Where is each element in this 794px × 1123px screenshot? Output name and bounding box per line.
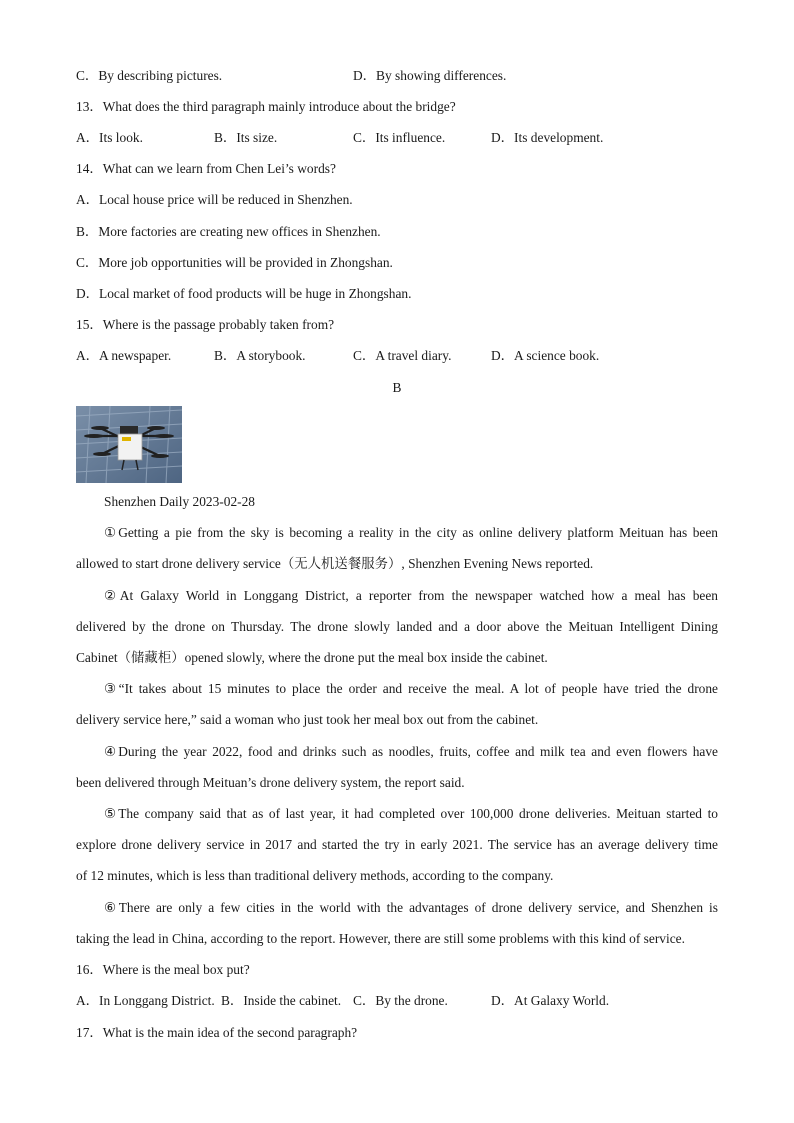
paragraph-5-line-1: ⑤The company said that as of last year, it had completed over 100,000 drone deliveries. Meituan started to: [104, 806, 718, 821]
q15-option-d: D．A science book.: [491, 348, 600, 363]
paragraph-1-line-1: ①Getting a pie from the sky is becoming a reality in the city as online delivery platform Meituan has been: [104, 525, 718, 540]
paragraph-6-line-1: ⑥There are only a few cities in the world with the advantages of drone delivery service, and Shenzhen is: [104, 900, 718, 915]
paragraph-1: [76, 517, 718, 579]
q12-option-c: C．By describing pictures.: [76, 68, 223, 83]
section-b-label: B: [392, 380, 402, 395]
paragraph-4-line-2: been delivered through Meituan’s drone delivery system, the report said.: [76, 775, 465, 790]
q16-question: 16．Where is the meal box put?: [76, 962, 250, 977]
paragraph-2: [76, 580, 718, 673]
paragraph-6: [76, 892, 718, 954]
q14-option-a: A．Local house price will be reduced in Shenzhen.: [76, 192, 353, 207]
paragraph-3-line-1: ③“It takes about 15 minutes to place the order and receive the meal. A lot of people have tried the drone: [104, 681, 718, 696]
paragraph-3: [76, 673, 718, 735]
q14-option-c: C．More job opportunities will be provided in Zhongshan.: [76, 255, 393, 270]
q15-option-c: C．A travel diary.: [353, 348, 452, 363]
q15-option-a: A．A newspaper.: [76, 348, 172, 363]
q13-option-c: C．Its influence.: [353, 130, 446, 145]
q14-question: 14．What can we learn from Chen Lei’s words?: [76, 161, 336, 176]
paragraph-5-line-3: of 12 minutes, which is less than traditional delivery methods, according to the company.: [76, 868, 554, 883]
q16-option-c: C．By the drone.: [353, 993, 448, 1008]
paragraph-5-line-2: explore drone delivery service in 2017 and started the try in early 2021. The service has an average delivery time: [76, 837, 718, 852]
drone-delivery-icon: [76, 406, 182, 483]
paragraph-4-line-1: ④During the year 2022, food and drinks such as noodles, fruits, coffee and milk tea and even flowers have: [104, 744, 718, 759]
paragraph-1-line-2: allowed to start drone delivery service（无人机送餐服务）, Shenzhen Evening News reported.: [76, 556, 594, 571]
paragraph-2-line-3: Cabinet（储藏柜）opened slowly, where the drone put the meal box inside the cabinet.: [76, 650, 548, 665]
drone-delivery-photo: [76, 406, 182, 483]
q14-option-b: B．More factories are creating new offices in Shenzhen.: [76, 224, 381, 239]
paragraph-5: [76, 798, 718, 891]
q14-option-d: D．Local market of food products will be huge in Zhongshan.: [76, 286, 412, 301]
paragraph-2-line-2: delivered by the drone on Thursday. The drone slowly landed and a door above the Meituan Intelligent Dining: [76, 619, 718, 634]
paragraph-3-line-2: delivery service here,” said a woman who just took her meal box out from the cabinet.: [76, 712, 539, 727]
q16-option-b: B．Inside the cabinet.: [221, 993, 342, 1008]
q15-question: 15．Where is the passage probably taken from?: [76, 317, 335, 332]
q13-question: 13．What does the third paragraph mainly introduce about the bridge?: [76, 99, 456, 114]
q13-option-b: B．Its size.: [214, 130, 278, 145]
paragraph-2-line-1: ②At Galaxy World in Longgang District, a reporter from the newspaper watched how a meal has been: [104, 588, 718, 603]
paragraph-6-line-2: taking the lead in China, according to the report. However, there are still some problems with this kind of service.: [76, 931, 685, 946]
q16-option-a: A．In Longgang District.: [76, 993, 215, 1008]
q15-option-b: B．A storybook.: [214, 348, 306, 363]
q17-question: 17．What is the main idea of the second paragraph?: [76, 1025, 358, 1040]
q16-option-d: D．At Galaxy World.: [491, 993, 610, 1008]
q12-option-d: D．By showing differences.: [353, 68, 507, 83]
q13-option-d: D．Its development.: [491, 130, 604, 145]
article-byline: Shenzhen Daily 2023-02-28: [104, 494, 255, 509]
paragraph-4: [76, 736, 718, 798]
q13-option-a: A．Its look.: [76, 130, 143, 145]
